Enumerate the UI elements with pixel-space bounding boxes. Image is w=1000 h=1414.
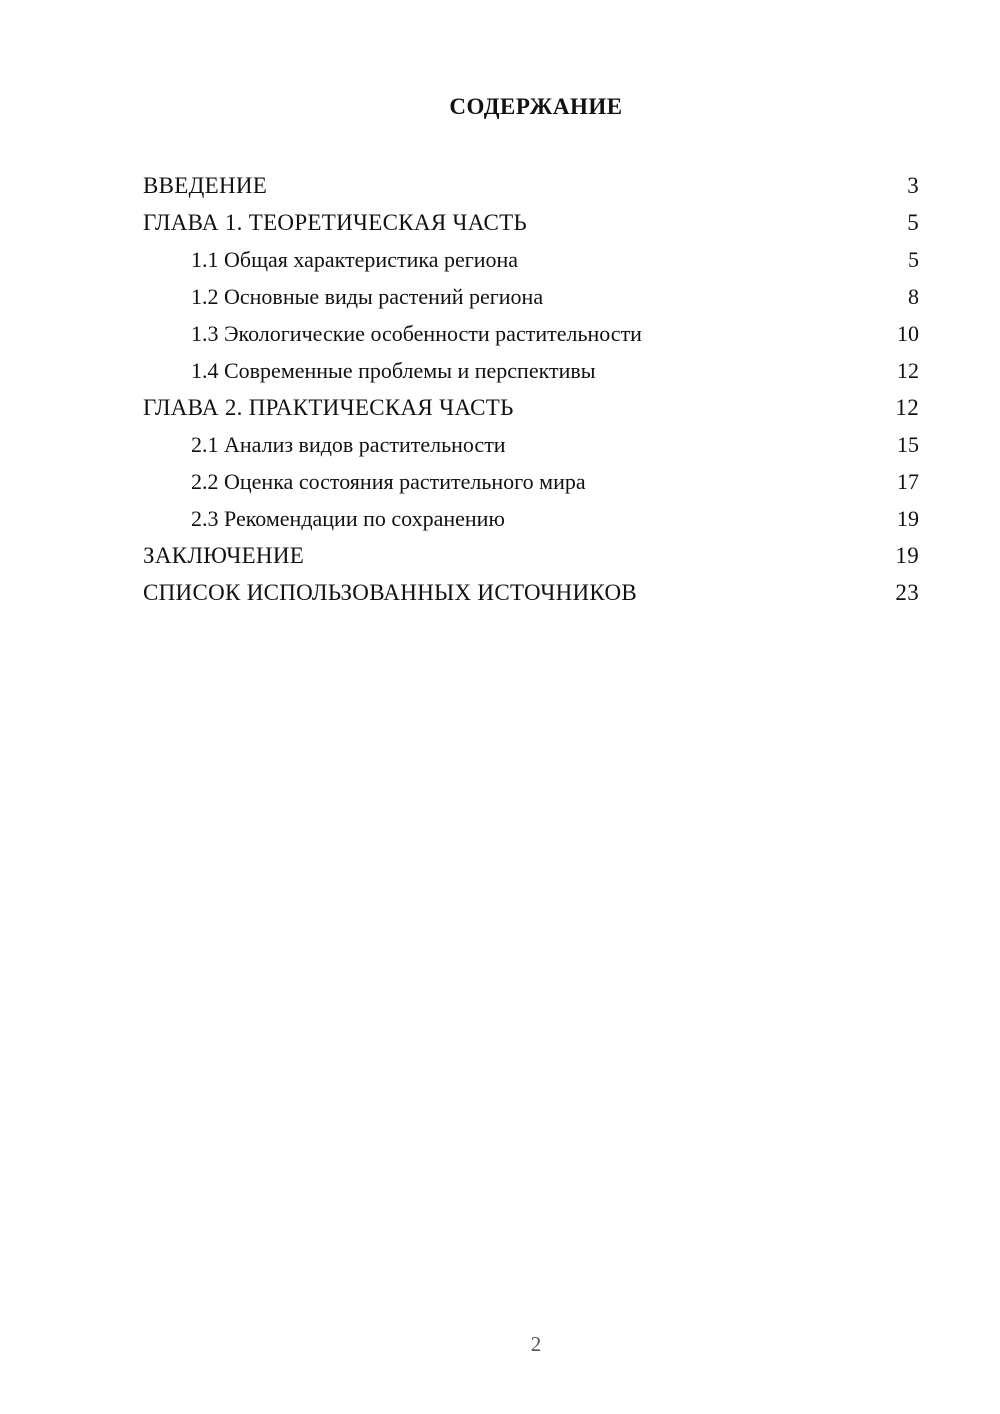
toc-entry-section-2-3[interactable] (143, 500, 919, 537)
toc-entry-label: ВВЕДЕНИЕ (143, 173, 268, 198)
toc-entry-label: СПИСОК ИСПОЛЬЗОВАННЫХ ИСТОЧНИКОВ (143, 580, 638, 605)
toc-entry-label: 2.3 Рекомендации по сохранению (191, 506, 505, 531)
toc-entry-page: 23 (895, 580, 919, 605)
page-number: 2 (530, 1332, 542, 1356)
toc-entry-section-2-1[interactable] (143, 426, 919, 463)
toc-entry-page: 12 (895, 395, 919, 420)
toc-entry-references[interactable] (143, 574, 919, 611)
toc-entry-label: 1.3 Экологические особенности растительности (191, 321, 642, 346)
toc-entry-label: ГЛАВА 1. ТЕОРЕТИЧЕСКАЯ ЧАСТЬ (143, 210, 528, 235)
toc-entry-chapter-1[interactable] (143, 204, 919, 241)
toc-entry-page: 19 (897, 506, 919, 531)
table-of-contents (143, 167, 919, 611)
toc-entry-label: 2.2 Оценка состояния растительного мира (191, 469, 586, 494)
toc-entry-page: 5 (908, 247, 919, 272)
toc-entry-label: ГЛАВА 2. ПРАКТИЧЕСКАЯ ЧАСТЬ (143, 395, 514, 420)
toc-entry-page: 5 (907, 210, 919, 235)
toc-entry-section-2-2[interactable] (143, 463, 919, 500)
toc-entry-label: ЗАКЛЮЧЕНИЕ (143, 543, 305, 568)
toc-entry-label: 1.1 Общая характеристика региона (191, 247, 519, 272)
toc-entry-section-1-4[interactable] (143, 352, 919, 389)
toc-entry-section-1-2[interactable] (143, 278, 919, 315)
toc-entry-page: 3 (907, 173, 919, 198)
toc-entry-page: 17 (897, 469, 919, 494)
toc-entry-page: 15 (897, 432, 919, 457)
toc-entry-chapter-2[interactable] (143, 389, 919, 426)
toc-entry-introduction[interactable] (143, 167, 919, 204)
toc-entry-section-1-3[interactable] (143, 315, 919, 352)
toc-entry-page: 19 (895, 543, 919, 568)
toc-title: СОДЕРЖАНИЕ (449, 94, 623, 119)
toc-entry-label: 1.2 Основные виды растений региона (191, 284, 544, 309)
toc-entry-page: 10 (897, 321, 919, 346)
toc-entry-label: 1.4 Современные проблемы и перспективы (191, 358, 596, 383)
toc-entry-conclusion[interactable] (143, 537, 919, 574)
toc-entry-page: 12 (897, 358, 919, 383)
toc-entry-section-1-1[interactable] (143, 241, 919, 278)
toc-entry-label: 2.1 Анализ видов растительности (191, 432, 506, 457)
toc-entry-page: 8 (908, 284, 919, 309)
